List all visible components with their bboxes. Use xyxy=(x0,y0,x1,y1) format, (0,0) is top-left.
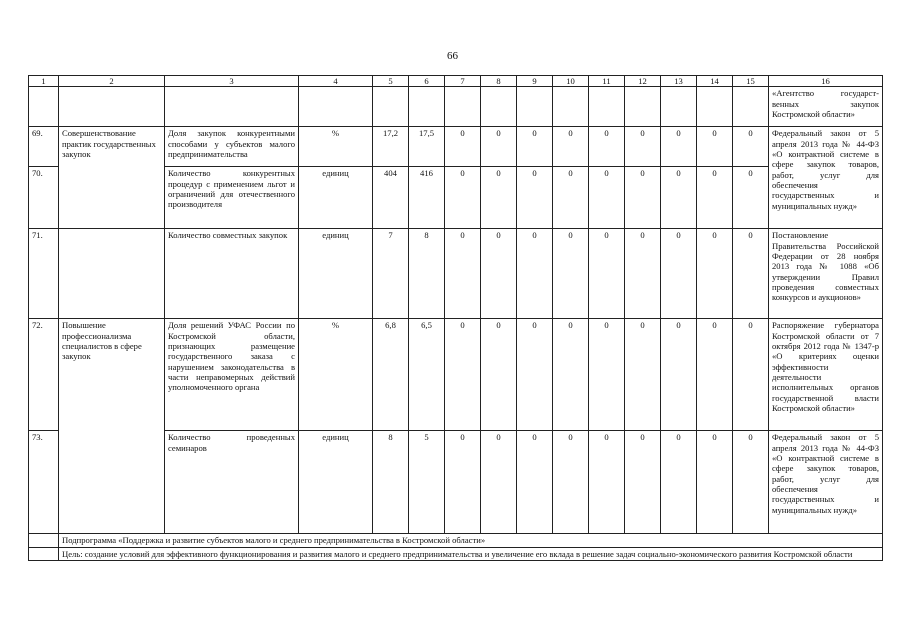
value: 0 xyxy=(481,167,517,229)
header-row xyxy=(29,76,883,87)
value: 0 xyxy=(661,167,697,229)
value: 8 xyxy=(409,229,445,319)
indicator-name: Доля закупок конкурентными способами у субъектов малого предпринимательства xyxy=(165,127,299,167)
value: 0 xyxy=(445,127,481,167)
value: 416 xyxy=(409,167,445,229)
table-row-continued xyxy=(29,87,883,127)
value: 0 xyxy=(625,431,661,534)
header-cell: 4 xyxy=(299,76,373,87)
unit: единиц xyxy=(299,229,373,319)
value: 404 xyxy=(373,167,409,229)
header-cell: 16 xyxy=(769,76,883,87)
value: 0 xyxy=(481,127,517,167)
indicator-name: Количество совместных закупок xyxy=(165,229,299,319)
table-row xyxy=(29,127,883,167)
value: 6,8 xyxy=(373,319,409,431)
value: 0 xyxy=(517,431,553,534)
value: 0 xyxy=(445,229,481,319)
value: 0 xyxy=(517,167,553,229)
value: 0 xyxy=(445,319,481,431)
legal-basis: Федеральный закон от 5 апреля 2013 года № 44-ФЗ «О контрактной системе в сфере закупок товаров, работ, услуг для обеспечения государственных и муниципальных нужд» xyxy=(769,127,883,229)
indicator-name: Доля решений УФАС России по Костромской области, признающих размещение государственного заказа с нарушением законодательства в части неправомерных действий уполномоченного органа xyxy=(165,319,299,431)
legal-basis: «Агентство государст-венных закупок Костромской области» xyxy=(769,87,883,127)
value: 0 xyxy=(517,229,553,319)
legal-basis: Распоряжение губернатора Костромской области от 7 октября 2012 года № 1347-р «О критериях оценки эффективности деятельности исполнительных органов государственной власти Костромской области» xyxy=(769,319,883,431)
unit: % xyxy=(299,319,373,431)
unit: % xyxy=(299,127,373,167)
task-name: Совершенствование практик государственных закупок xyxy=(59,127,165,229)
value: 0 xyxy=(625,229,661,319)
value: 17,5 xyxy=(409,127,445,167)
unit: единиц xyxy=(299,431,373,534)
value: 0 xyxy=(697,229,733,319)
unit: единиц xyxy=(299,167,373,229)
value: 0 xyxy=(517,127,553,167)
header-cell: 6 xyxy=(409,76,445,87)
value: 0 xyxy=(445,431,481,534)
value: 17,2 xyxy=(373,127,409,167)
header-cell: 9 xyxy=(517,76,553,87)
value: 0 xyxy=(553,167,589,229)
header-cell: 7 xyxy=(445,76,481,87)
value: 0 xyxy=(697,319,733,431)
row-number: 72. xyxy=(29,319,59,431)
value: 0 xyxy=(625,319,661,431)
header-cell: 14 xyxy=(697,76,733,87)
value: 0 xyxy=(697,431,733,534)
value: 0 xyxy=(481,319,517,431)
value: 0 xyxy=(625,127,661,167)
subprogram-title: Подпрограмма «Поддержка и развитие субъектов малого и среднего предпринимательства в Костромской области» xyxy=(59,534,883,547)
value: 7 xyxy=(373,229,409,319)
header-cell: 12 xyxy=(625,76,661,87)
value: 0 xyxy=(589,167,625,229)
value: 0 xyxy=(589,431,625,534)
value: 0 xyxy=(553,319,589,431)
value: 0 xyxy=(589,319,625,431)
value: 0 xyxy=(445,167,481,229)
value: 0 xyxy=(661,127,697,167)
value: 0 xyxy=(661,229,697,319)
value: 0 xyxy=(481,229,517,319)
value: 0 xyxy=(481,431,517,534)
value: 0 xyxy=(733,127,769,167)
row-number: 73. xyxy=(29,431,59,534)
row-number: 70. xyxy=(29,167,59,229)
indicator-name: Количество проведенных семинаров xyxy=(165,431,299,534)
header-cell: 15 xyxy=(733,76,769,87)
value: 0 xyxy=(589,127,625,167)
header-cell: 1 xyxy=(29,76,59,87)
row-number: 69. xyxy=(29,127,59,167)
header-cell: 11 xyxy=(589,76,625,87)
indicators-table xyxy=(28,75,883,561)
value: 0 xyxy=(733,229,769,319)
value: 0 xyxy=(733,167,769,229)
legal-basis: Постановление Правительства Российской Федерации от 28 ноября 2013 года № 1088 «Об утверждении Правил проведения совместных конкурсов и аукционов» xyxy=(769,229,883,319)
goal-row xyxy=(29,547,883,560)
value: 0 xyxy=(517,319,553,431)
value: 0 xyxy=(589,229,625,319)
header-cell: 3 xyxy=(165,76,299,87)
task-name: Повышение профессионализма специалистов в сфере закупок xyxy=(59,319,165,534)
header-cell: 13 xyxy=(661,76,697,87)
page-number: 66 xyxy=(447,50,458,62)
value: 0 xyxy=(733,319,769,431)
header-cell: 5 xyxy=(373,76,409,87)
legal-basis: Федеральный закон от 5 апреля 2013 года № 44-ФЗ «О контрактной системе в сфере закупок товаров, работ, услуг для обеспечения государственных и муниципальных нужд» xyxy=(769,431,883,534)
value: 0 xyxy=(553,127,589,167)
goal-text: Цель: создание условий для эффективного функционирования и развития малого и среднего предпринимательства и увеличение его вклада в решение задач социально-экономического развития Костромской области xyxy=(59,547,883,560)
header-cell: 8 xyxy=(481,76,517,87)
value: 0 xyxy=(553,229,589,319)
value: 0 xyxy=(661,431,697,534)
value: 5 xyxy=(409,431,445,534)
header-cell: 2 xyxy=(59,76,165,87)
value: 0 xyxy=(553,431,589,534)
subprogram-row xyxy=(29,534,883,547)
value: 0 xyxy=(661,319,697,431)
value: 0 xyxy=(625,167,661,229)
indicator-name: Количество конкурентных процедур с применением льгот и ограничений для отечественного производителя xyxy=(165,167,299,229)
header-cell: 10 xyxy=(553,76,589,87)
value: 0 xyxy=(697,167,733,229)
value: 0 xyxy=(733,431,769,534)
table-row xyxy=(29,229,883,319)
value: 8 xyxy=(373,431,409,534)
row-number: 71. xyxy=(29,229,59,319)
value: 0 xyxy=(697,127,733,167)
table-row xyxy=(29,319,883,431)
value: 6,5 xyxy=(409,319,445,431)
